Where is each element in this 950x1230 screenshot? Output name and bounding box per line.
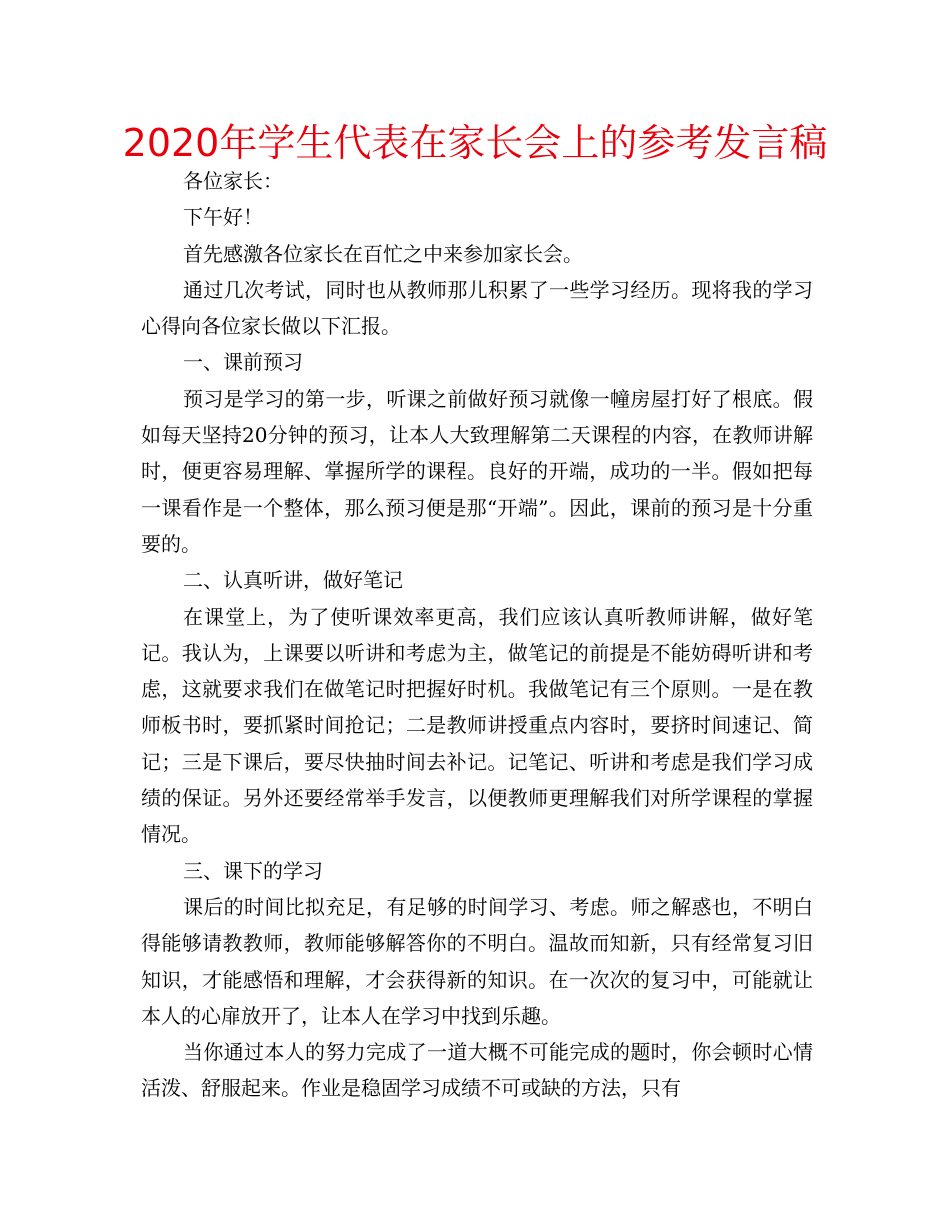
section-heading-listening: 二、认真听讲，做好笔记: [183, 568, 403, 593]
section-heading-after-class: 三、课下的学习: [183, 858, 323, 883]
paragraph-intro: 通过几次考试，同时也从教师那儿积累了一些学习经历。现将我的学习心得向各位家长做以下汇报。: [141, 277, 813, 339]
document-body: [141, 163, 813, 1107]
paragraph-homework: 当你通过本人的努力完成了一道大概不可能完成的题时，你会顿时心情活泼、舒服起来。作业是稳固学习成绩不可或缺的方法，只有: [141, 1040, 813, 1101]
section-heading-preview: 一、课前预习: [183, 350, 303, 375]
paragraph-salutation: 各位家长：: [183, 169, 283, 193]
paragraph-listening: 在课堂上，为了使听课效率更高，我们应该认真听教师讲解，做好笔记。我认为，上课要以听讲和考虑为主，做笔记的前提是不能妨碍听讲和考虑，这就要求我们在做笔记时把握好时机。我做笔记有三个原则。一是在教师板书时，要抓紧时间抢记；二是教师讲授重点内容时，要挤时间速记、简记；三是下课后，要尽快抽时间去补记。记笔记、听讲和考虑是我们学习成绩的保证。另外还要经常举手发言，以便教师更理解我们对所学课程的掌握情况。: [141, 604, 813, 847]
document-title: 2020年学生代表在家长会上的参考发言稿: [122, 121, 828, 165]
paragraph-greeting: 下午好！: [183, 205, 263, 230]
paragraph-thanks: 首先感激各位家长在百忙之中来参加家长会。: [183, 241, 583, 266]
paragraph-preview: 预习是学习的第一步，听课之前做好预习就像一幢房屋打好了根底。假如每天坚持20分钟的预习，让本人大致理解第二天课程的内容，在教师讲解时，便更容易理解、掌握所学的课程。良好的开端，成功的一半。假如把每一课看作是一个整体，那么预习便是那“开端”。因此，课前的预习是十分重要的。: [141, 386, 813, 556]
paragraph-after-class: 课后的时间比拟充足，有足够的时间学习、考虑。师之解惑也，不明白得能够请教教师，教师能够解答你的不明白。温故而知新，只有经常复习旧知识，才能感悟和理解，才会获得新的知识。在一次次的复习中，可能就让本人的心扉放开了，让本人在学习中找到乐趣。: [141, 894, 813, 1028]
